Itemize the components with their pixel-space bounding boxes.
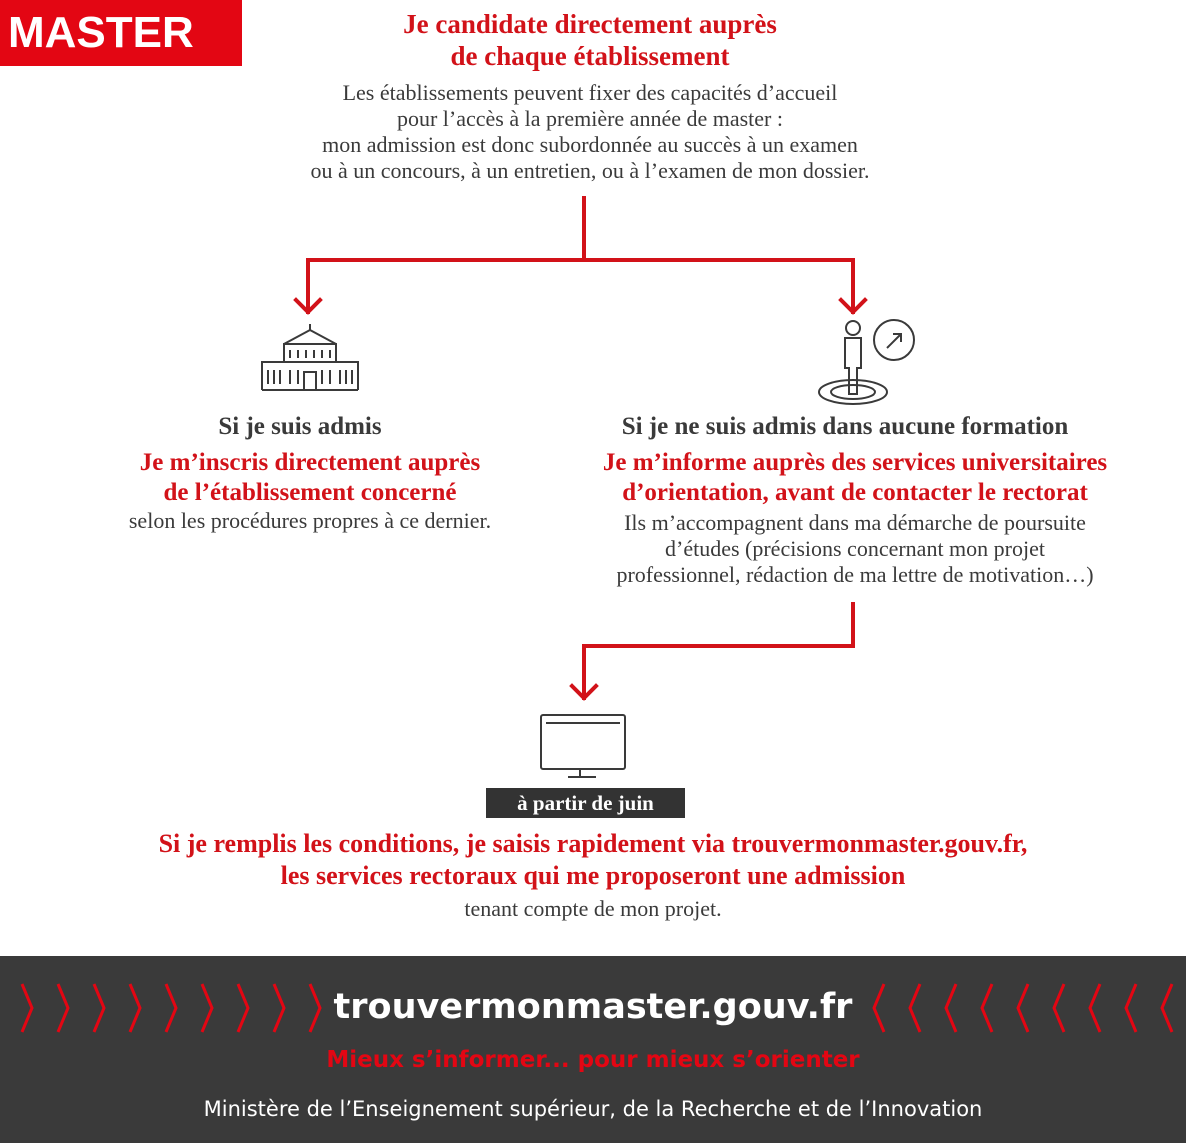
right-action-line2: d’orientation, avant de contacter le rectorat (622, 479, 1088, 506)
left-action (60, 448, 560, 508)
right-heading: Si je ne suis admis dans aucune formation (621, 413, 1069, 440)
right-action-line1: Je m’informe auprès des services universitaires (602, 449, 1108, 476)
university-building-icon (260, 322, 360, 392)
right-detail-line: d’études (précisions concernant mon projet (665, 536, 1045, 561)
left-detail: selon les procédures propres à ce dernier. (128, 508, 492, 533)
footer-ministry: Ministère de l’Enseignement supérieur, de la Recherche et de l’Innovation (203, 1097, 983, 1121)
computer-monitor-icon (540, 714, 630, 780)
split-connector (308, 198, 853, 260)
desc-line: ou à un concours, à un entretien, ou à l’examen de mon dossier. (310, 158, 870, 183)
top-title-line1: Je candidate directement auprès (403, 9, 777, 39)
right-detail-line: professionnel, rédaction de ma lettre de motivation…) (616, 562, 1094, 587)
bottom-action-line2: les services rectoraux qui me proposeront une admission (280, 861, 906, 890)
desc-line: pour l’accès à la première année de master : (396, 106, 783, 131)
left-heading: Si je suis admis (218, 413, 382, 440)
desc-line: mon admission est donc subordonnée au succès à un examen (322, 132, 858, 157)
right-detail-line: Ils m’accompagnent dans ma démarche de poursuite (624, 510, 1086, 535)
chevrons-left-icon (868, 980, 1186, 1036)
left-action-line1: Je m’inscris directement auprès (139, 449, 481, 476)
right-action (550, 448, 1160, 508)
master-badge: MASTER (0, 0, 242, 66)
date-label: à partir de juin (486, 788, 685, 818)
bottom-action (40, 828, 1146, 892)
top-title-line2: de chaque établissement (450, 41, 730, 71)
desc-line: Les établissements peuvent fixer des capacités d’accueil (342, 80, 838, 105)
person-orientation-icon (815, 318, 915, 408)
footer-url[interactable]: trouvermonmaster.gouv.fr (333, 987, 853, 1027)
left-action-line2: de l’établissement concerné (163, 479, 457, 506)
bottom-action-line1: Si je remplis les conditions, je saisis rapidement via trouvermonmaster.gouv.fr, (158, 829, 1028, 858)
footer (0, 956, 1186, 1143)
bottom-connector (584, 604, 853, 698)
footer-tagline: Mieux s’informer... pour mieux s’orienter (326, 1047, 860, 1073)
bottom-detail: tenant compte de mon projet. (464, 896, 722, 921)
right-detail (560, 510, 1150, 588)
